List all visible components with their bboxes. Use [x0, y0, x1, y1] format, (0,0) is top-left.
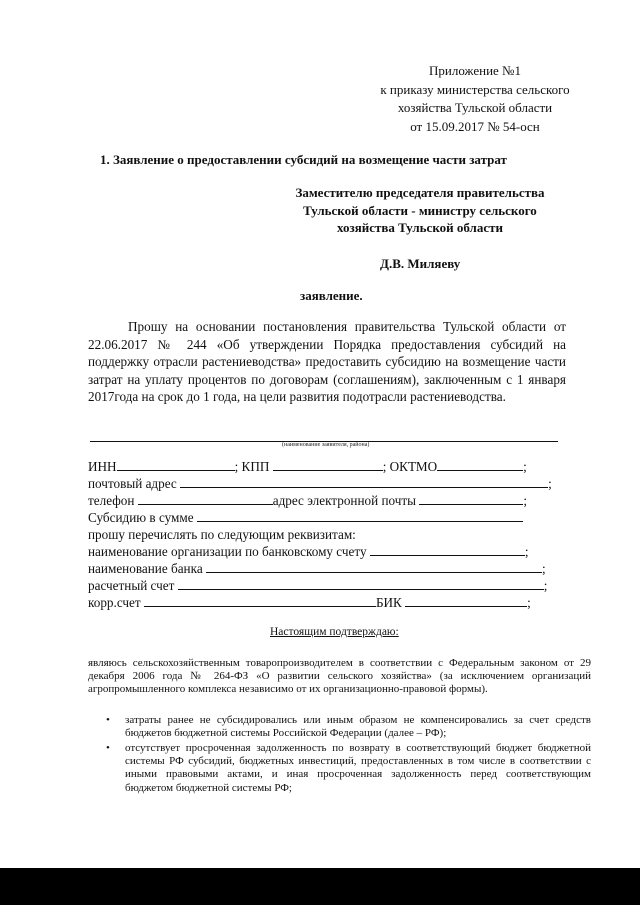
account-label: расчетный счет [88, 578, 175, 593]
org-row-end: ; [524, 544, 529, 559]
org-name-label: наименование организации по банковскому счету [88, 544, 367, 559]
oktmo-label: ; ОКТМО [382, 459, 438, 474]
kpp-label: ; КПП [234, 459, 270, 474]
amount-field[interactable] [197, 509, 523, 522]
addressee-block [270, 184, 570, 237]
bik-field[interactable] [405, 594, 527, 607]
confirm-title: Настоящим подтверждаю: [270, 626, 399, 638]
applicant-name-caption: (наименование заявителя, района) [282, 442, 370, 448]
phone-row-end: ; [523, 493, 528, 508]
appendix-line-4: от 15.09.2017 № 54-осн [410, 118, 540, 134]
kpp-field[interactable] [273, 458, 383, 471]
postal-row-end: ; [548, 476, 552, 491]
bank-row-end: ; [541, 561, 546, 576]
bank-name-label: наименование банка [88, 561, 203, 576]
field-row-amount [88, 509, 523, 526]
bik-label: БИК [375, 595, 402, 610]
email-field[interactable] [419, 492, 523, 505]
field-row-account [88, 577, 547, 594]
confirm-paragraph: являюсь сельскохозяйственным товаропроизводителем в соответствии с Федеральным законом от 29 декабря 2006 года № 264-ФЗ «О развитии сельского хозяйства» (за исключением организаций агропромышленного комплекса независимо от их организационно-правовой формы). [88, 657, 591, 696]
corr-field[interactable] [144, 594, 376, 607]
appendix-line-1: Приложение №1 [429, 63, 521, 78]
account-field[interactable] [178, 577, 544, 590]
field-row-org-name [88, 543, 529, 560]
request-paragraph: Прошу на основании постановления правительства Тульской области от 22.06.2017 № 244 «Об утверждении Порядка предоставления субсидий на поддержку отрасли растениеводства» предоставить субсидию на возмещение части затрат на уплату процентов по договорам (соглашениям), заключенным с 1 января 2017года на срок до 1 года, на цели развития подотрасли растениеводства. [88, 319, 566, 404]
request-requisites-text: прошу перечислять по следующим реквизитам: [88, 527, 356, 542]
document-title: заявление. [300, 288, 363, 303]
addressee-line-3: хозяйства Тульской области [337, 220, 503, 235]
document-heading: 1. Заявление о предоставлении субсидий на возмещение части затрат [100, 152, 507, 167]
phone-label: телефон [88, 493, 135, 508]
bullet-text: затраты ранее не субсидировались или иным образом не компенсировались за счет средств бюджетов бюджетной системы Российской Федерации (далее – РФ); [125, 714, 591, 740]
addressee-line-1: Заместителю председателя правительства [295, 185, 545, 200]
amount-label: Субсидию в сумме [88, 510, 194, 525]
field-row-bank [88, 560, 546, 577]
bank-name-field[interactable] [206, 560, 542, 573]
postal-field[interactable] [180, 475, 548, 488]
bullet-icon: • [106, 742, 110, 754]
postal-label: почтовый адрес [88, 476, 177, 491]
bullet-text: отсутствует просроченная задолженность по возврату в соответствующий бюджет бюджетной системы РФ субсидий, бюджетных инвестиций, предоставленных в том числе в соответствии с иными правовыми актами, и иная просроченная задолженность перед соответствующим бюджетом бюджетной системы РФ; [125, 742, 591, 794]
inn-field[interactable] [117, 458, 235, 471]
appendix-line-3: хозяйства Тульской области [397, 100, 553, 115]
appendix-line-2: к приказу министерства сельского [380, 81, 570, 97]
corr-row-end: ; [527, 595, 531, 610]
scan-bottom-edge [0, 868, 640, 905]
field-row-postal [88, 475, 552, 492]
oktmo-field[interactable] [437, 458, 523, 471]
inn-label: ИНН [88, 459, 117, 474]
account-row-end: ; [543, 578, 548, 593]
corr-label: корр.счет [88, 595, 141, 610]
appendix-block [340, 62, 610, 136]
inn-row-end: ; [523, 459, 527, 474]
phone-field[interactable] [138, 492, 273, 505]
field-row-phone [88, 492, 527, 509]
bullet-icon: • [106, 714, 110, 726]
field-row-corr [88, 594, 531, 611]
addressee-name: Д.В. Миляеву [380, 256, 461, 271]
org-name-field[interactable] [370, 543, 525, 556]
field-row-inn [88, 458, 527, 475]
email-label: адрес электронной почты [272, 493, 417, 508]
addressee-line-2: Тульской области - министру сельского [303, 202, 537, 218]
